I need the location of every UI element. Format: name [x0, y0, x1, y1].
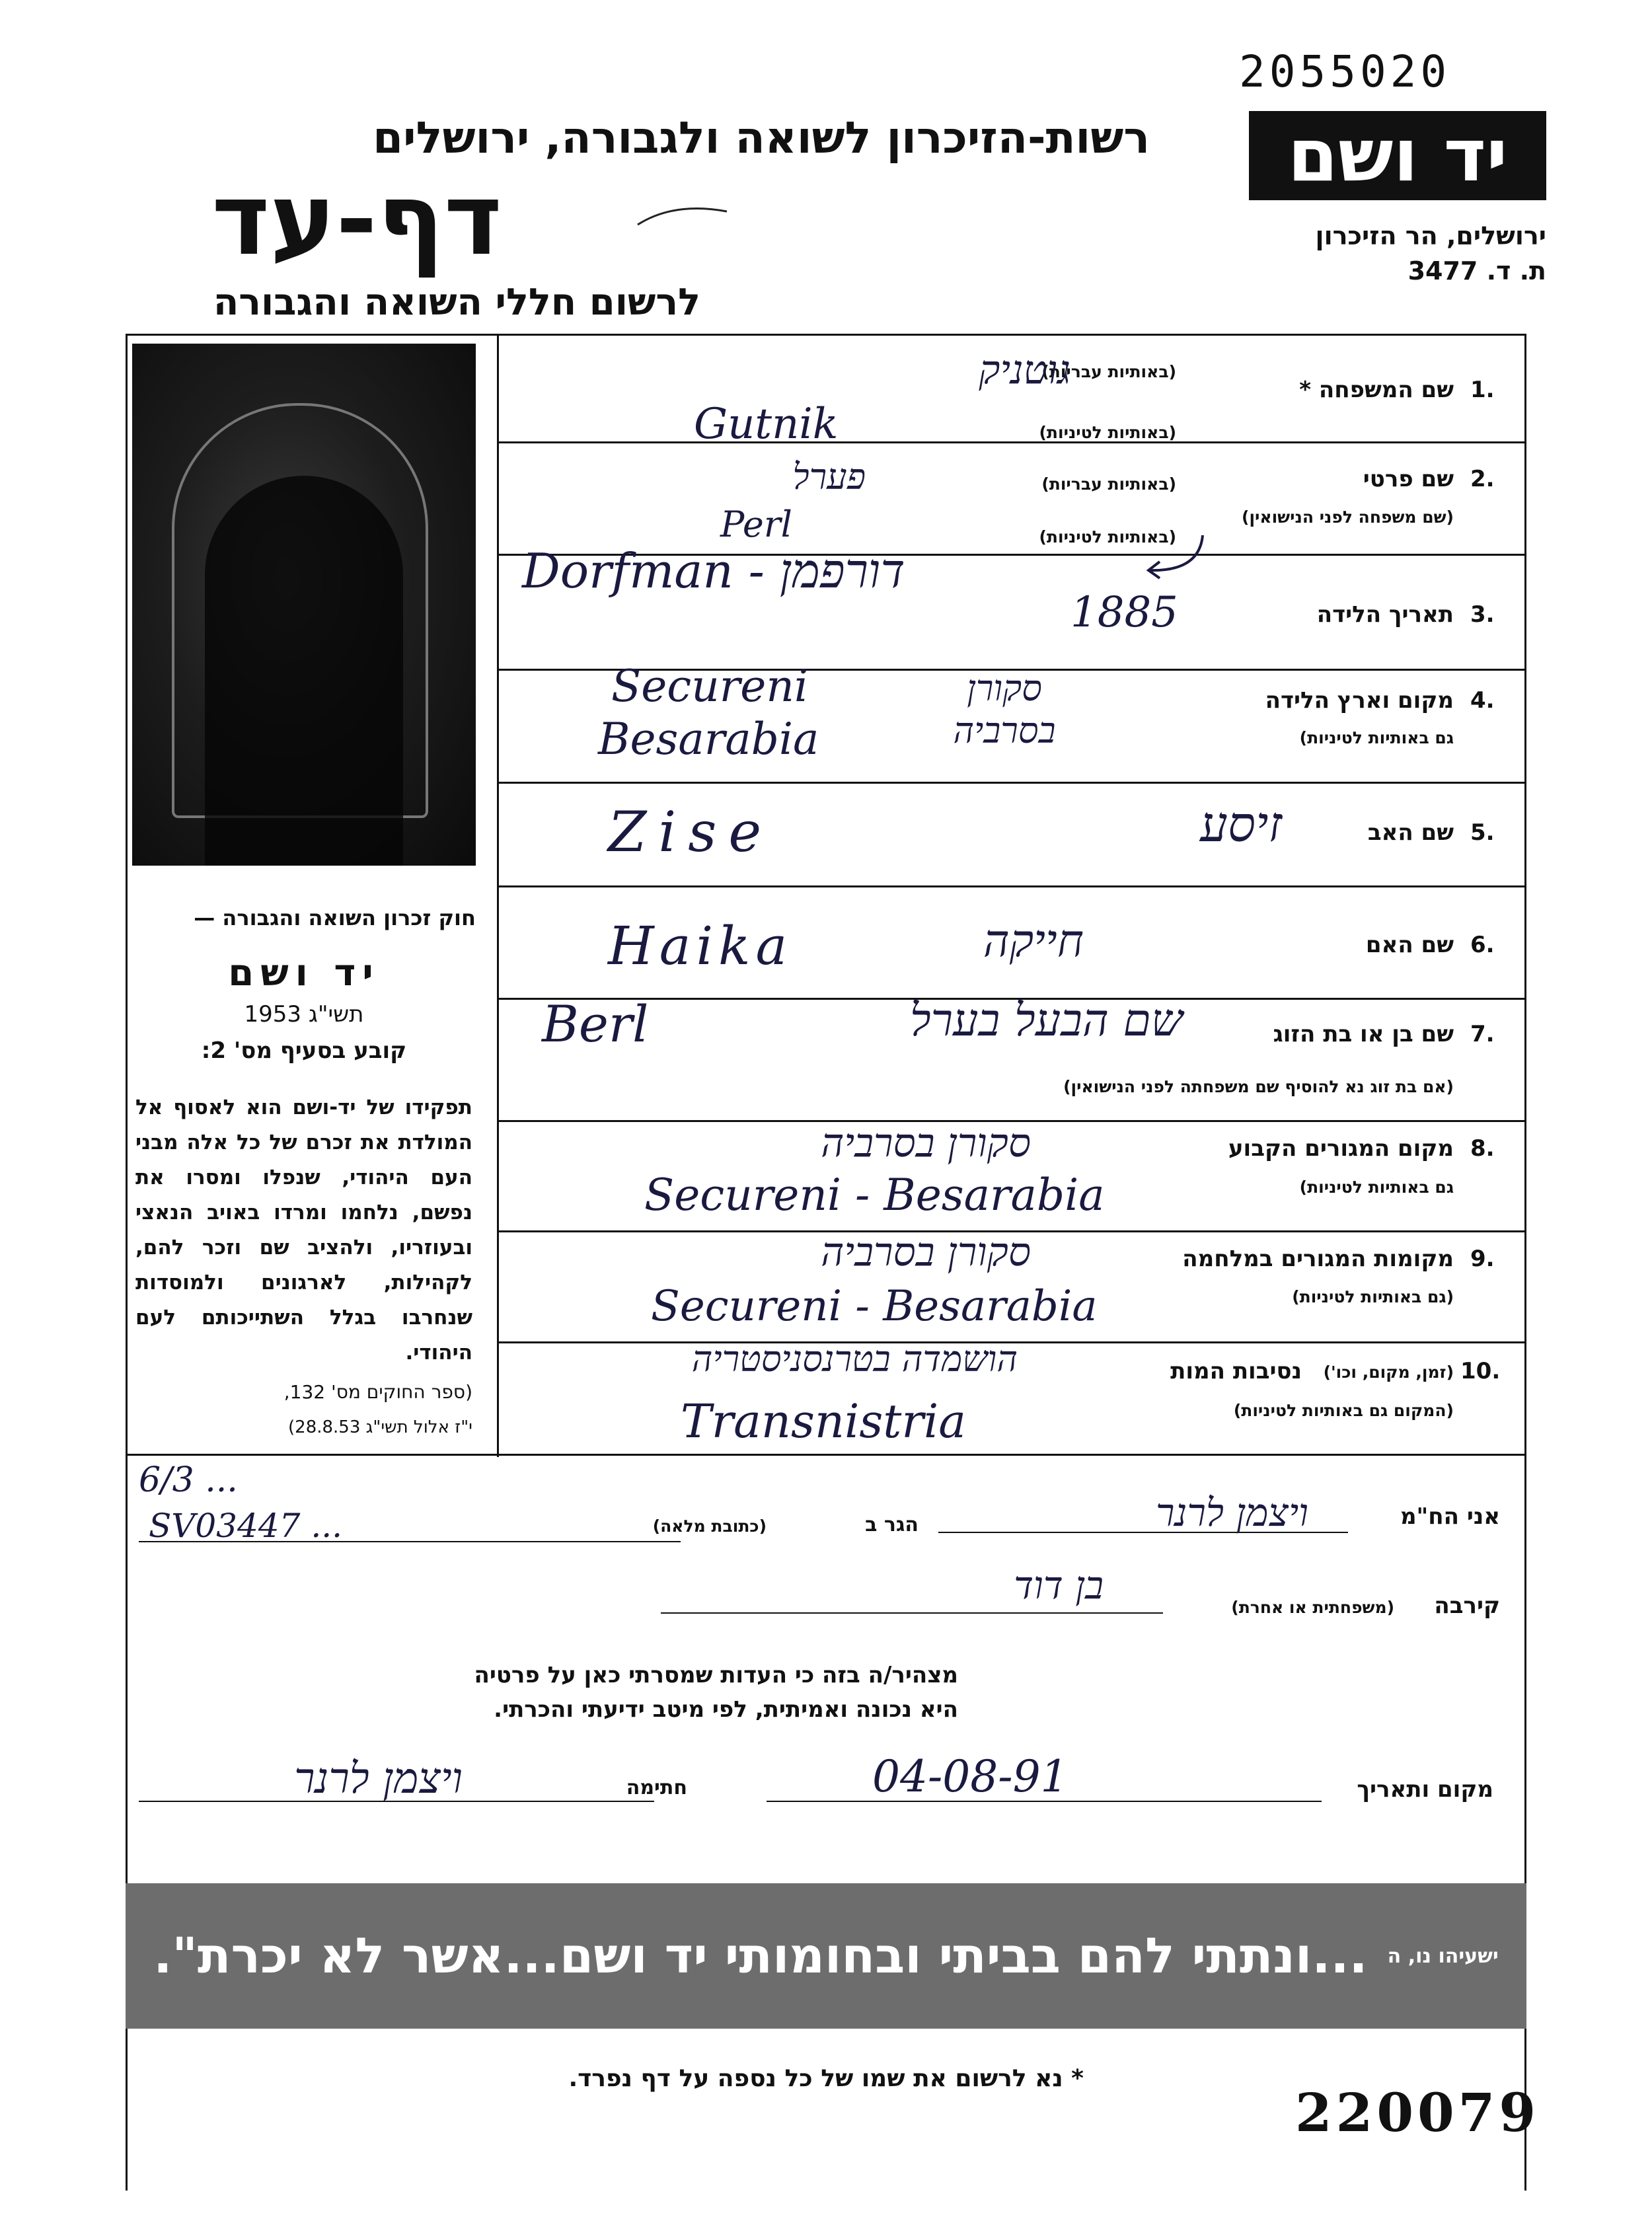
- row-line-2: [498, 441, 1526, 443]
- field-3-label: תאריך הלידה: [1316, 601, 1454, 628]
- field-2-maiden-hint: (שם משפחה לפני הנישואין): [1242, 507, 1454, 527]
- field-9-value-hebrew: סקורן בסרביה: [821, 1229, 1031, 1275]
- field-7-value-latin: Berl: [542, 995, 649, 1053]
- date-value: 04-08-91: [872, 1751, 1069, 1802]
- field-2-value-hebrew: פערל: [792, 456, 866, 498]
- witness-i-label: אני הח"מ: [1400, 1503, 1500, 1530]
- witness-address-hint: (כתובת מלאה): [652, 1517, 767, 1536]
- photo-figure: [205, 476, 403, 866]
- field-2-maiden-value: Dorfman - דורפמן: [522, 543, 905, 599]
- institution-name: רשות-הזיכרון לשואה ולגבורה, ירושלים: [373, 112, 1150, 163]
- field-2-number: 2.: [1470, 466, 1495, 492]
- field-8-hint: גם באותיות לטיניות): [1299, 1178, 1454, 1197]
- serial-bottom: 220079: [1295, 2082, 1540, 2144]
- field-1-value-latin: Gutnik: [694, 400, 839, 449]
- field-1-value-hebrew: גוטניק: [979, 347, 1070, 393]
- field-2-hint-latin: (באותיות לטיניות): [1039, 527, 1176, 546]
- witness-address-value-1: 6/3 ...: [139, 1460, 238, 1500]
- field-10-label: נסיבות המות: [1170, 1358, 1302, 1384]
- declaration-line-1: מצהיר/ה בזה כי העדות שמסרתי כאן על פרטיה: [474, 1662, 958, 1688]
- witness-name-value: ויצמן לרנר: [1155, 1490, 1308, 1535]
- field-1-hint-latin: (באותיות לטיניות): [1039, 423, 1176, 442]
- witness-address-value-2: SV03447 ...: [149, 1507, 342, 1545]
- signature-value: ויצמן לרנר: [294, 1754, 463, 1803]
- field-4-hint: גם באותיות לטיניות): [1299, 728, 1454, 747]
- field-4-value-latin-2: Besarabia: [598, 714, 819, 765]
- field-10-value-latin: Transnistria: [681, 1394, 966, 1448]
- field-10-value-hebrew: הושמדה בטרנסניסטריה: [691, 1338, 1018, 1380]
- field-1-hint-hebrew: (באותיות עבריות): [1041, 362, 1176, 381]
- form-title: דף-עד: [211, 163, 502, 278]
- field-5-number: 5.: [1470, 819, 1495, 846]
- declaration-line-2: היא נכונה ואמיתית, לפי מיטב ידיעתי והכרתי.: [494, 1696, 958, 1723]
- field-10-number: 10.: [1460, 1358, 1501, 1384]
- field-9-label: מקומות המגורים במלחמה: [1182, 1246, 1454, 1272]
- field-2-value-latin: Perl: [720, 504, 792, 545]
- form-subtitle: לרשום חללי השואה והגבורה: [213, 281, 700, 324]
- field-8-value-hebrew: סקורן בסרביה: [821, 1120, 1031, 1166]
- field-8-number: 8.: [1470, 1135, 1495, 1162]
- serial-top: 2055020: [1239, 46, 1451, 97]
- field-9-value-latin: Secureni - Besarabia: [651, 1282, 1098, 1331]
- left-col-divider: [497, 334, 499, 1457]
- address-line-1: ירושלים, הר הזיכרון: [1315, 221, 1546, 250]
- relation-label: קירבה: [1434, 1593, 1500, 1619]
- quote-banner: [126, 1883, 1526, 2029]
- field-6-value-latin: Haika: [608, 915, 793, 977]
- signature-label: חתימה: [626, 1776, 687, 1799]
- witness-residing-label: הגר ב: [865, 1513, 919, 1536]
- field-6-value-hebrew: חייקה: [983, 915, 1084, 967]
- field-8-value-latin: Secureni - Besarabia: [644, 1170, 1105, 1220]
- field-5-label: שם האב: [1367, 819, 1454, 846]
- field-10-hint: (המקום גם באותיות לטיניות): [1233, 1401, 1454, 1420]
- swash-mark: [634, 198, 733, 238]
- field-1-number: 1.: [1470, 377, 1495, 403]
- field-9-hint: (גם באותיות לטיניות): [1292, 1287, 1454, 1306]
- footer-note: * נא לרשום את שמו של כל נספה על דף נפרד.: [568, 2065, 1084, 2092]
- address-line-2: ת. ד. 3477: [1408, 256, 1546, 285]
- field-9-number: 9.: [1470, 1246, 1495, 1272]
- field-7-number: 7.: [1470, 1021, 1495, 1047]
- place-date-label: מקום ותאריך: [1357, 1776, 1493, 1803]
- relation-value: בן דוד: [1014, 1563, 1104, 1608]
- info-bottom: [126, 1454, 1526, 1456]
- field-6-label: שם האם: [1365, 932, 1454, 958]
- field-4-value-latin-1: Secureni: [611, 661, 808, 712]
- victim-photo: [132, 344, 476, 866]
- field-1-label: שם המשפחה *: [1299, 377, 1454, 403]
- banner-quote: ...ונתתי להם בביתי ובחומותי יד ושם...אשר לא יכרת".: [153, 1928, 1368, 1984]
- field-4-label: מקום וארץ הלידה: [1265, 687, 1454, 714]
- law-date: י"ז אלול תשי"ג 28.8.53): [288, 1417, 472, 1437]
- field-10-label-hint: (זמן, מקום, וכו'): [1323, 1363, 1454, 1382]
- field-3-value: 1885: [1070, 588, 1178, 637]
- field-7-hint: (אם בת זוג נא להוסיף שם משפחתה לפני הנישואין): [1063, 1077, 1454, 1096]
- law-text: תפקידו של יד-ושם הוא לאסוף אל המולדת את זכרם של כל אלה מבני העם היהודי, שנפלו ומסרו את נפשם, נלחמו ומרדו באויב הנאצי ובעוזריו, ולהציב שם וזכר להם, לקהילות, לארגונים ולמוסדות שנחרבו בגלל השתייכותם לעם היהודי.: [135, 1096, 472, 1365]
- yad-vashem-logo: יד ושם: [1249, 111, 1546, 200]
- arrow-mark: [1137, 532, 1209, 585]
- law-yad-vashem: יד ושם: [228, 952, 380, 995]
- frame-top: [126, 334, 1526, 336]
- field-5-value-hebrew: זיסע: [1199, 796, 1282, 853]
- law-citation: (ספר החוקים מס' 132,: [283, 1381, 472, 1403]
- law-year: תשי"ג 1953: [244, 1001, 364, 1028]
- relation-hint: (משפחתית או אחרת): [1231, 1598, 1394, 1617]
- row-line-6: [498, 885, 1526, 887]
- law-heading: חוק זכרון השואה והגבורה —: [194, 905, 476, 930]
- relation-line: [661, 1612, 1163, 1614]
- field-8-label: מקום המגורים הקבוע: [1228, 1135, 1454, 1162]
- banner-source: ישעיהו נו, ה: [1387, 1944, 1499, 1968]
- field-2-hint-hebrew: (באותיות עבריות): [1041, 474, 1176, 494]
- field-7-value-hebrew: שם הבעל בערל: [909, 995, 1183, 1047]
- field-4-value-hebrew: סקורן בסרביה: [953, 667, 1056, 751]
- row-line-5: [498, 782, 1526, 784]
- field-6-number: 6.: [1470, 932, 1495, 958]
- field-4-number: 4.: [1470, 687, 1495, 714]
- field-3-number: 3.: [1470, 601, 1495, 628]
- field-7-label: שם בן או בת הזוג: [1273, 1021, 1454, 1047]
- field-2-label: שם פרטי: [1363, 466, 1454, 492]
- law-clause: קובע בסעיף מס' 2:: [201, 1037, 407, 1064]
- field-5-value-latin: Zise: [608, 800, 774, 864]
